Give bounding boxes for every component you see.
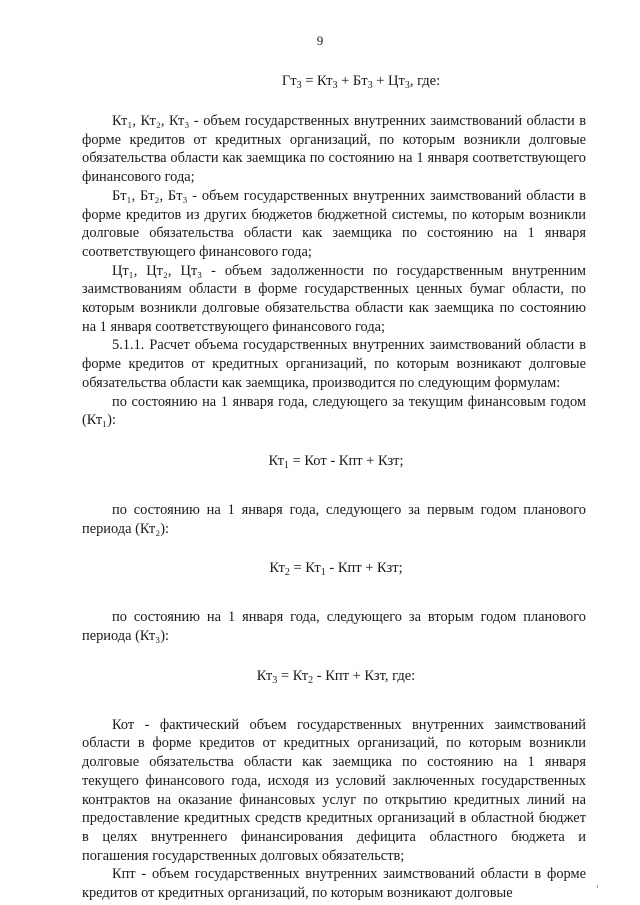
formula-kt3: $Кт_3 = Кт_2$ - Кпт + Кзт, где:	[256, 667, 416, 686]
definition-kt: Кт₁, Кт₂, Кт₃ - объем государственных внутренних заимствований области в форме кредитов от кредитных организаций, по которым возникли долговые обязательства области как заемщика по состоянию на 1 января соответствующего финансового года;	[82, 113, 586, 186]
scan-mark	[597, 885, 598, 888]
paragraph-kt2-intro: по состоянию на 1 января года, следующего за первым годом планового периода (Кт₂):	[82, 501, 586, 537]
definition-kot: Кот - фактический объем государственных внутренних заимствований области в форме кредитов от кредитных организаций, по которым возникли долговые обязательства области как заемщика по состоянию на 1 января текущего финансового года, исходя из условий заключенных государственных контрактов на оказание финансовых услуг по открытию кредитных линий на предоставление кредитных средств кредитных организаций в областной бюджет в целях внутреннего финансирования дефицита областного бюджета и погашения государственных долговых обязательств;	[82, 716, 586, 864]
paragraph-kt3-intro: по состоянию на 1 января года, следующего за вторым годом планового периода (Кт₃):	[82, 609, 586, 645]
clause-5-1-1: 5.1.1. Расчет объема государственных внутренних заимствований области в форме кредитов от кредитных организаций, по которым возникают долговые обязательства области как заемщика, производится по следующим формулам:	[82, 337, 586, 391]
definition-tst: Цт₁, Цт₂, Цт₃ - объем задолженности по государственным внутренним заимствованиям области в форме государственных ценных бумаг области, по которым возникли долговые обязательства области как заемщика по состоянию на 1 января соответствующего финансового года;	[82, 262, 586, 335]
formula-kt2: $Кт_2 = Кт_1$ - Кпт + Кзт;	[269, 560, 403, 579]
page-number: 9	[316, 33, 324, 48]
paragraph-kt1-intro: по состоянию на 1 января года, следующего за текущим финансовым годом (Кт₁):	[82, 393, 586, 429]
formula-gt3: $Гт_3 = Кт_3 + Бт_3 + Цт_3$, где:	[281, 73, 441, 91]
definition-bt: Бт₁, Бт₂, Бт₃ - объем государственных внутренних заимствований области в форме кредитов из других бюджетов бюджетной системы, по которым возникли долговые обязательства области как заемщика по состоянию на 1 января соответствующего финансового года;	[82, 187, 586, 260]
definition-kpt: Кпт - объем государственных внутренних заимствований области в форме кредитов от кредитных организаций, по которым возникают долговые	[82, 866, 586, 902]
formula-kt1: $Кт_1$ = Кот - Кпт + Кзт;	[268, 452, 404, 471]
document-body	[82, 72, 586, 903]
